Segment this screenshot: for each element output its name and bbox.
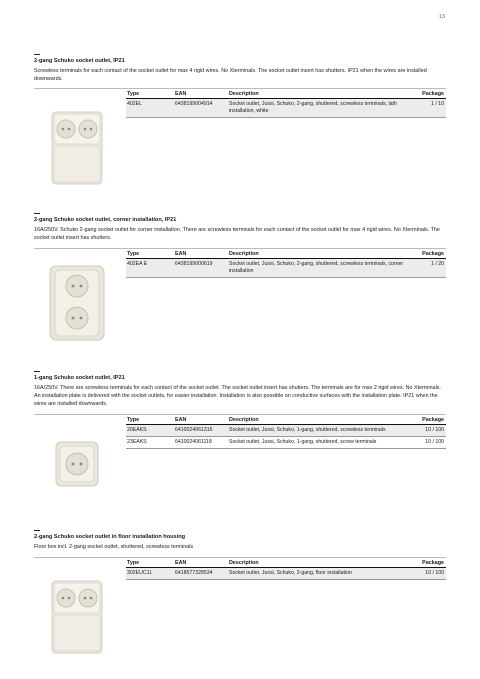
section-dash <box>34 530 40 531</box>
socket-2gang-corner-image <box>46 262 108 342</box>
section-1gang-schuko-body <box>34 414 446 524</box>
col-type: Type <box>126 416 174 425</box>
table-row <box>126 259 446 278</box>
section-2gang-schuko <box>34 54 446 83</box>
cell-ean: 6438199004914 <box>174 99 228 118</box>
section-corner-schuko-body <box>34 248 446 358</box>
section-description: 16A/250V. Schuko 2-gang socket outlet for corner installation. There are screwless terminals for each contact of the socket outlet for max 4 rigid wires. No Xterminals. The socket outlet insert has shutters. <box>34 227 440 241</box>
cell-package: 10 / 100 <box>409 437 446 449</box>
product-table <box>126 250 446 278</box>
col-description: Description <box>228 416 409 425</box>
section-title: 2-gang Schuko socket outlet, IP21 <box>34 58 125 64</box>
col-type: Type <box>126 90 174 99</box>
product-table <box>126 559 446 580</box>
section-description: 16A/250V. There are screwless terminals for each contact of the socket outlet. The socket outlet insert has shutters. The terminals are for max 2 rigid wires. No Xterminals. An installation plate is delivered with the socket outlets, for easier installation. Installation is also possible on conductive surfaces with the installation plate. IP21 when the wires are installed downwards. <box>34 385 441 407</box>
section-description: Screwless terminals for each contact of the socket outlet for max 4 rigid wires. No Xterminals. The socket outlet insert has shutters. IP21 when the wires are installed downwards. <box>34 68 427 82</box>
col-type: Type <box>126 559 174 568</box>
col-package: Package <box>409 250 446 259</box>
cell-description: Socket outlet, Jussi, Schuko, 1-gang, shuttered, screw terminals <box>228 437 409 449</box>
table-row <box>126 99 446 118</box>
cell-description: Socket outlet, Jussi, Schuko, 2-gang, shuttered, screwless terminals, corner installation <box>228 259 409 278</box>
section-dash <box>34 213 40 214</box>
col-ean: EAN <box>174 90 228 99</box>
table-row <box>126 568 446 580</box>
cell-ean: 6410024061118 <box>174 437 228 449</box>
section-rule <box>34 414 446 415</box>
section-floor-schuko <box>34 530 446 551</box>
col-package: Package <box>409 416 446 425</box>
col-ean: EAN <box>174 250 228 259</box>
cell-package: 10 / 100 <box>409 568 446 580</box>
col-type: Type <box>126 250 174 259</box>
table-row <box>126 425 446 437</box>
section-2gang-schuko-body <box>34 88 446 218</box>
table-row <box>126 437 446 449</box>
cell-package: 10 / 100 <box>409 425 446 437</box>
product-table <box>126 90 446 118</box>
cell-package: 1 / 20 <box>409 259 446 278</box>
cell-type: 402EA E <box>126 259 174 278</box>
cell-description: Socket outlet, Jussi, Schuko, 1-gang, shuttered, screwless terminals <box>228 425 409 437</box>
section-corner-schuko <box>34 213 446 242</box>
product-table <box>126 416 446 449</box>
page-number: 13 <box>438 14 445 20</box>
col-ean: EAN <box>174 416 228 425</box>
section-dash <box>34 371 40 372</box>
section-rule <box>34 248 446 249</box>
cell-type: 20EAKS <box>126 425 174 437</box>
section-title: 2-gang Schuko socket outlet in floor installation housing <box>34 534 186 540</box>
cell-type: 402EL <box>126 99 174 118</box>
cell-type: 23EAKS <box>126 437 174 449</box>
cell-description: Socket outlet, Jussi, Schuko, 2-gang, shuttered, screwless terminals, lath installation, white <box>228 99 409 118</box>
section-description: Floor box incl. 2-gang socket outlet, shuttered, screwless terminals <box>34 544 194 550</box>
socket-1gang-image <box>46 436 108 492</box>
col-description: Description <box>228 559 409 568</box>
col-package: Package <box>409 90 446 99</box>
section-1gang-schuko <box>34 371 446 408</box>
section-rule <box>34 557 446 558</box>
socket-floor-box-image <box>46 577 108 657</box>
cell-ean: 6438199000619 <box>174 259 228 278</box>
cell-type: 302EUC1L <box>126 568 174 580</box>
section-title: 1-gang Schuko socket outlet, IP21 <box>34 375 125 381</box>
col-description: Description <box>228 250 409 259</box>
col-description: Description <box>228 90 409 99</box>
cell-package: 1 / 10 <box>409 99 446 118</box>
section-title: 2-gang Schuko socket outlet, corner installation, IP21 <box>34 217 177 223</box>
cell-ean: 6410024061316 <box>174 425 228 437</box>
col-package: Package <box>409 559 446 568</box>
section-floor-schuko-body <box>34 557 446 667</box>
section-rule <box>34 88 446 89</box>
col-ean: EAN <box>174 559 228 568</box>
section-dash <box>34 54 40 55</box>
socket-2gang-lath-image <box>46 108 108 188</box>
cell-ean: 6418677328534 <box>174 568 228 580</box>
cell-description: Socket outlet, Jussi, Schuko, 2-gang, floor installation <box>228 568 409 580</box>
